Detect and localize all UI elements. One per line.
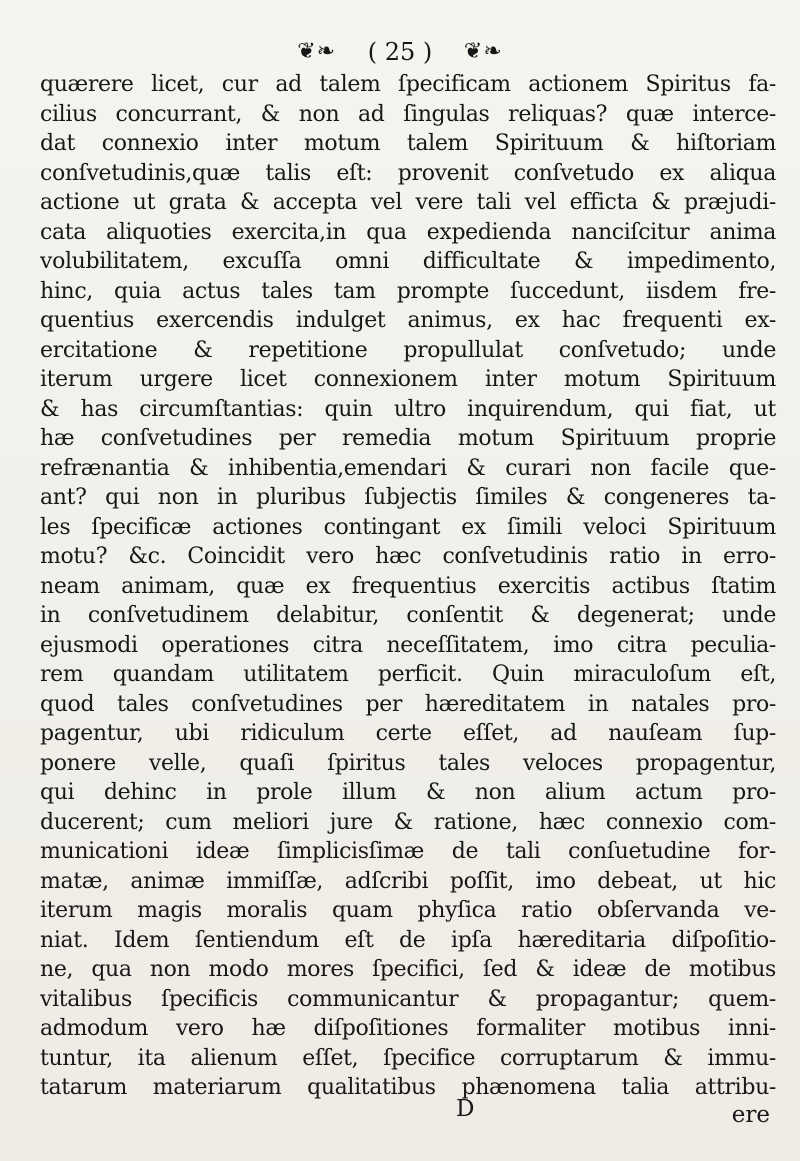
text-line: iterum urgere licet connexionem inter motum Spirituum bbox=[40, 367, 776, 392]
text-line: motu? &c. Coincidit vero hæc conſvetudinis ratio in erro- bbox=[40, 544, 776, 569]
text-line: hæ conſvetudines per remedia motum Spirituum proprie bbox=[40, 426, 776, 451]
text-line: cilius concurrant, & non ad ſingulas reliquas? quæ interce- bbox=[40, 101, 776, 127]
text-line: tatarum materiarum qualitatibus phænomena talia attribu- bbox=[40, 1075, 776, 1100]
text-line: tuntur, ita alienum eſſet, ſpecifice corruptarum & immu- bbox=[40, 1045, 776, 1071]
text-line: dat connexio inter motum talem Spirituum & hiſtoriam bbox=[40, 131, 776, 156]
text-line: ne, qua non modo mores ſpecifici, ſed & ideæ de motibus bbox=[40, 957, 776, 982]
page-footer bbox=[40, 1096, 776, 1130]
text-line: ejusmodi operationes citra neceſſitatem, imo citra peculia- bbox=[40, 632, 776, 658]
text-line: refrænantia & inhibentia,emendari & curari non facile que- bbox=[40, 455, 776, 481]
text-line: matæ, animæ immiſſæ, adſcribi poſſit, imo debeat, ut hic bbox=[40, 868, 776, 894]
text-line: conſvetudinis,quæ talis eſt: provenit conſvetudo ex aliqua bbox=[40, 160, 776, 186]
text-line: ant? qui non in pluribus ſubjectis ſimiles & congeneres ta- bbox=[40, 485, 776, 510]
text-line: & has circumſtantias: quin ultro inquirendum, qui fiat, ut bbox=[40, 396, 776, 422]
running-header bbox=[0, 30, 800, 70]
text-line: admodum vero hæ diſpoſitiones formaliter motibus inni- bbox=[40, 1016, 776, 1041]
text-line: niat. Idem ſentiendum eſt de ipſa hæreditaria diſpoſitio- bbox=[40, 927, 776, 953]
text-body bbox=[40, 70, 776, 1103]
text-line: vitalibus ſpecificis communicantur & propagantur; quem- bbox=[40, 986, 776, 1012]
text-line: quod tales conſvetudines per hæreditatem in natales pro- bbox=[40, 691, 776, 717]
text-line: actione ut grata & accepta vel vere tali vel efficta & præjudi- bbox=[40, 190, 776, 215]
text-line: municationi ideæ ſimplicisſimæ de tali conſuetudine for- bbox=[40, 839, 776, 864]
text-line: neam animam, quæ ex frequentius exercitis actibus ſtatim bbox=[40, 573, 776, 599]
signature-mark: D bbox=[456, 1096, 475, 1122]
text-line: quentius exercendis indulget animus, ex hac frequenti ex- bbox=[40, 308, 776, 333]
text-line: ducerent; cum meliori jure & ratione, hæc connexio com- bbox=[40, 809, 776, 835]
text-line: cata aliquoties exercita,in qua expedienda nanciſcitur anima bbox=[40, 219, 776, 245]
text-line: rem quandam utilitatem perficit. Quin miraculoſum eſt, bbox=[40, 662, 776, 687]
text-line: hinc, quia actus tales tam prompte ſuccedunt, iisdem fre- bbox=[40, 278, 776, 304]
text-line: iterum magis moralis quam phyſica ratio obſervanda ve- bbox=[40, 898, 776, 923]
page-number: ( 25 ) bbox=[367, 37, 433, 66]
text-line: qui dehinc in prole illum & non alium actum pro- bbox=[40, 780, 776, 805]
text-line: in conſvetudinem delabitur, conſentit & degenerat; unde bbox=[40, 603, 776, 628]
text-line: ercitatione & repetitione propullulat conſvetudo; unde bbox=[40, 337, 776, 363]
text-line: quærere licet, cur ad talem ſpecificam actionem Spiritus fa- bbox=[40, 72, 776, 97]
text-line: volubilitatem, excuſſa omni difficultate & impedimento, bbox=[40, 249, 776, 274]
text-line: ponere velle, quaſi ſpiritus tales veloces propagentur, bbox=[40, 750, 776, 776]
left-ornament-icon: ❦❧ bbox=[297, 38, 337, 64]
catchword: ere bbox=[731, 1102, 770, 1128]
text-line: pagentur, ubi ridiculum certe eſſet, ad nauſeam ſup- bbox=[40, 721, 776, 746]
right-ornament-icon: ❦❧ bbox=[463, 38, 503, 64]
text-line: les ſpecificæ actiones contingant ex ſimili veloci Spirituum bbox=[40, 514, 776, 540]
